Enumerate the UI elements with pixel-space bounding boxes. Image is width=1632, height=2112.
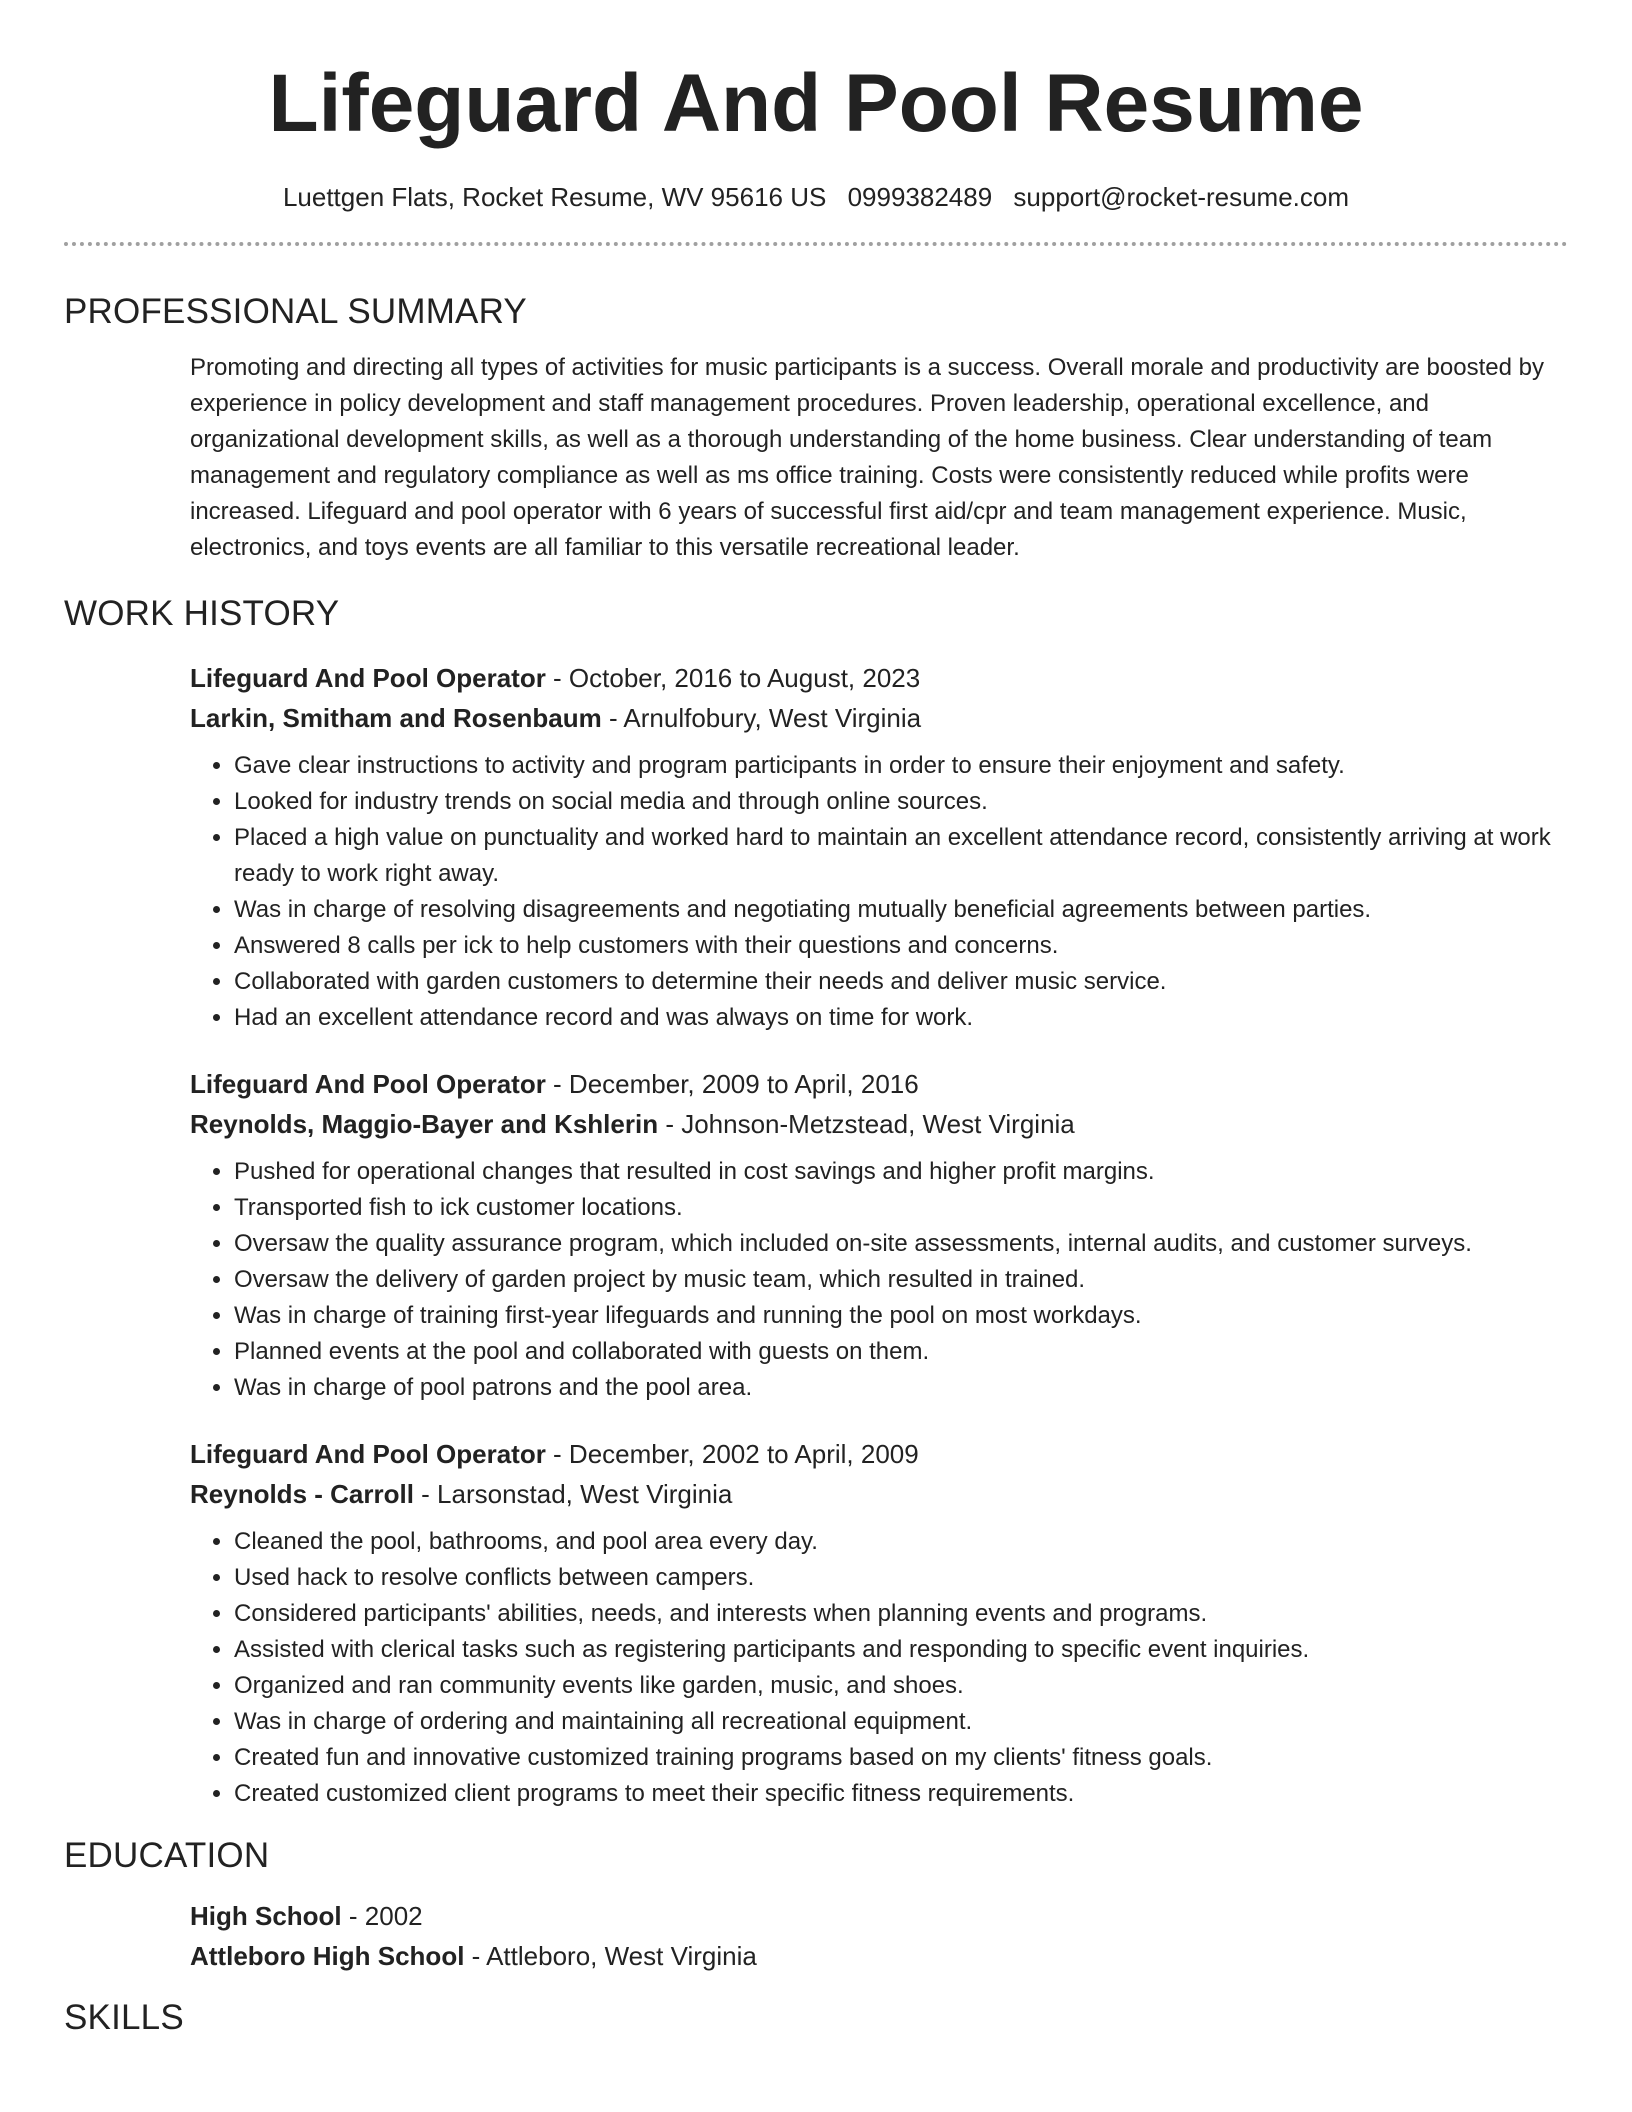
bullet-item: • Organized and ran community events like garden, music, and shoes. (234, 1668, 1552, 1704)
bullet-item: • Was in charge of training first-year lifeguards and running the pool on most workdays. (234, 1298, 1552, 1334)
work-history-section (64, 658, 1568, 1812)
job-title: Lifeguard And Pool Operator (190, 663, 546, 693)
skills-heading: SKILLS (64, 1998, 184, 2037)
job-company-line (190, 1104, 1552, 1144)
job-entry (190, 1064, 1552, 1406)
contact-address: Luettgen Flats, Rocket Resume, WV 95616 US (282, 182, 827, 212)
bullet-item: • Gave clear instructions to activity and program participants in order to ensure their enjoyment and safety. (234, 748, 1552, 784)
job-bullets (190, 1154, 1552, 1406)
work-history-heading: WORK HISTORY (64, 594, 340, 633)
bullet-item: • Pushed for operational changes that resulted in cost savings and higher profit margins. (234, 1154, 1552, 1190)
bullet-item: • Looked for industry trends on social media and through online sources. (234, 784, 1552, 820)
job-company: Reynolds, Maggio-Bayer and Kshlerin (190, 1109, 659, 1139)
bullet-item: • Created customized client programs to meet their specific fitness requirements. (234, 1776, 1552, 1812)
job-title-line (190, 1064, 1552, 1104)
job-title: Lifeguard And Pool Operator (190, 1069, 546, 1099)
job-dates: - December, 2002 to April, 2009 (545, 1439, 919, 1469)
job-bullets (190, 748, 1552, 1036)
summary-text: Promoting and directing all types of activities for music participants is a success. Overall morale and productivity are boosted by experience in policy development and staff management procedures. Proven leadership, operational excellence, and organizational development skills, as well as a thorough understanding of the home business. Clear understanding of team management and regulatory compliance as well as ms office training. Costs were consistently reduced while profits were increased. Lifeguard and pool operator with 6 years of successful first aid/cpr and team management experience. Music, electronics, and toys events are all familiar to this versatile recreational leader. (190, 354, 1544, 561)
job-company-line (190, 698, 1552, 738)
bullet-item: • Considered participants' abilities, needs, and interests when planning events and programs. (234, 1596, 1552, 1632)
bullet-item: • Was in charge of pool patrons and the pool area. (234, 1370, 1552, 1406)
summary-section (64, 350, 1568, 566)
bullet-item: • Oversaw the delivery of garden project by music team, which resulted in trained. (234, 1262, 1552, 1298)
job-title: Lifeguard And Pool Operator (190, 1439, 546, 1469)
bullet-item: • Was in charge of ordering and maintaining all recreational equipment. (234, 1704, 1552, 1740)
bullet-item: • Used hack to resolve conflicts between campers. (234, 1560, 1552, 1596)
job-title-line (190, 1434, 1552, 1474)
bullet-item: • Assisted with clerical tasks such as registering participants and responding to specific event inquiries. (234, 1632, 1552, 1668)
education-school: Attleboro High School (190, 1941, 465, 1971)
header-divider (64, 242, 1568, 246)
education-degree: High School (190, 1901, 342, 1931)
education-section (64, 1896, 1568, 1976)
job-company: Larkin, Smitham and Rosenbaum (190, 703, 602, 733)
bullet-item: • Collaborated with garden customers to determine their needs and deliver music service. (234, 964, 1552, 1000)
job-dates: - December, 2009 to April, 2016 (545, 1069, 919, 1099)
bullet-item: • Transported fish to ick customer locations. (234, 1190, 1552, 1226)
bullet-item: • Placed a high value on punctuality and worked hard to maintain an excellent attendance record, consistently arriving at work ready to work right away. (234, 820, 1552, 892)
education-location: - Attleboro, West Virginia (464, 1941, 757, 1971)
resume-title: Lifeguard And Pool Resume (268, 58, 1364, 149)
job-company: Reynolds - Carroll (190, 1479, 414, 1509)
education-heading: EDUCATION (64, 1836, 270, 1875)
summary-heading: PROFESSIONAL SUMMARY (64, 292, 527, 331)
contact-email: support@rocket-resume.com (1013, 182, 1350, 212)
bullet-item: • Created fun and innovative customized training programs based on my clients' fitness goals. (234, 1740, 1552, 1776)
contact-phone: 0999382489 (847, 182, 993, 212)
contact-line (64, 180, 1568, 214)
job-entry (190, 1434, 1552, 1812)
education-school-line (190, 1936, 1552, 1976)
job-company-line (190, 1474, 1552, 1514)
job-bullets (190, 1524, 1552, 1812)
job-entry (190, 658, 1552, 1036)
job-title-line (190, 658, 1552, 698)
bullet-item: • Had an excellent attendance record and was always on time for work. (234, 1000, 1552, 1036)
job-location: - Arnulfobury, West Virginia (601, 703, 922, 733)
bullet-item: • Answered 8 calls per ick to help customers with their questions and concerns. (234, 928, 1552, 964)
bullet-item: • Was in charge of resolving disagreements and negotiating mutually beneficial agreements between parties. (234, 892, 1552, 928)
job-location: - Johnson-Metzstead, West Virginia (658, 1109, 1075, 1139)
job-location: - Larsonstad, West Virginia (413, 1479, 733, 1509)
education-year: - 2002 (341, 1901, 423, 1931)
bullet-item: • Oversaw the quality assurance program, which included on-site assessments, internal audits, and customer surveys. (234, 1226, 1552, 1262)
bullet-item: • Cleaned the pool, bathrooms, and pool area every day. (234, 1524, 1552, 1560)
education-degree-line (190, 1896, 1552, 1936)
job-dates: - October, 2016 to August, 2023 (545, 663, 921, 693)
bullet-item: • Planned events at the pool and collaborated with guests on them. (234, 1334, 1552, 1370)
